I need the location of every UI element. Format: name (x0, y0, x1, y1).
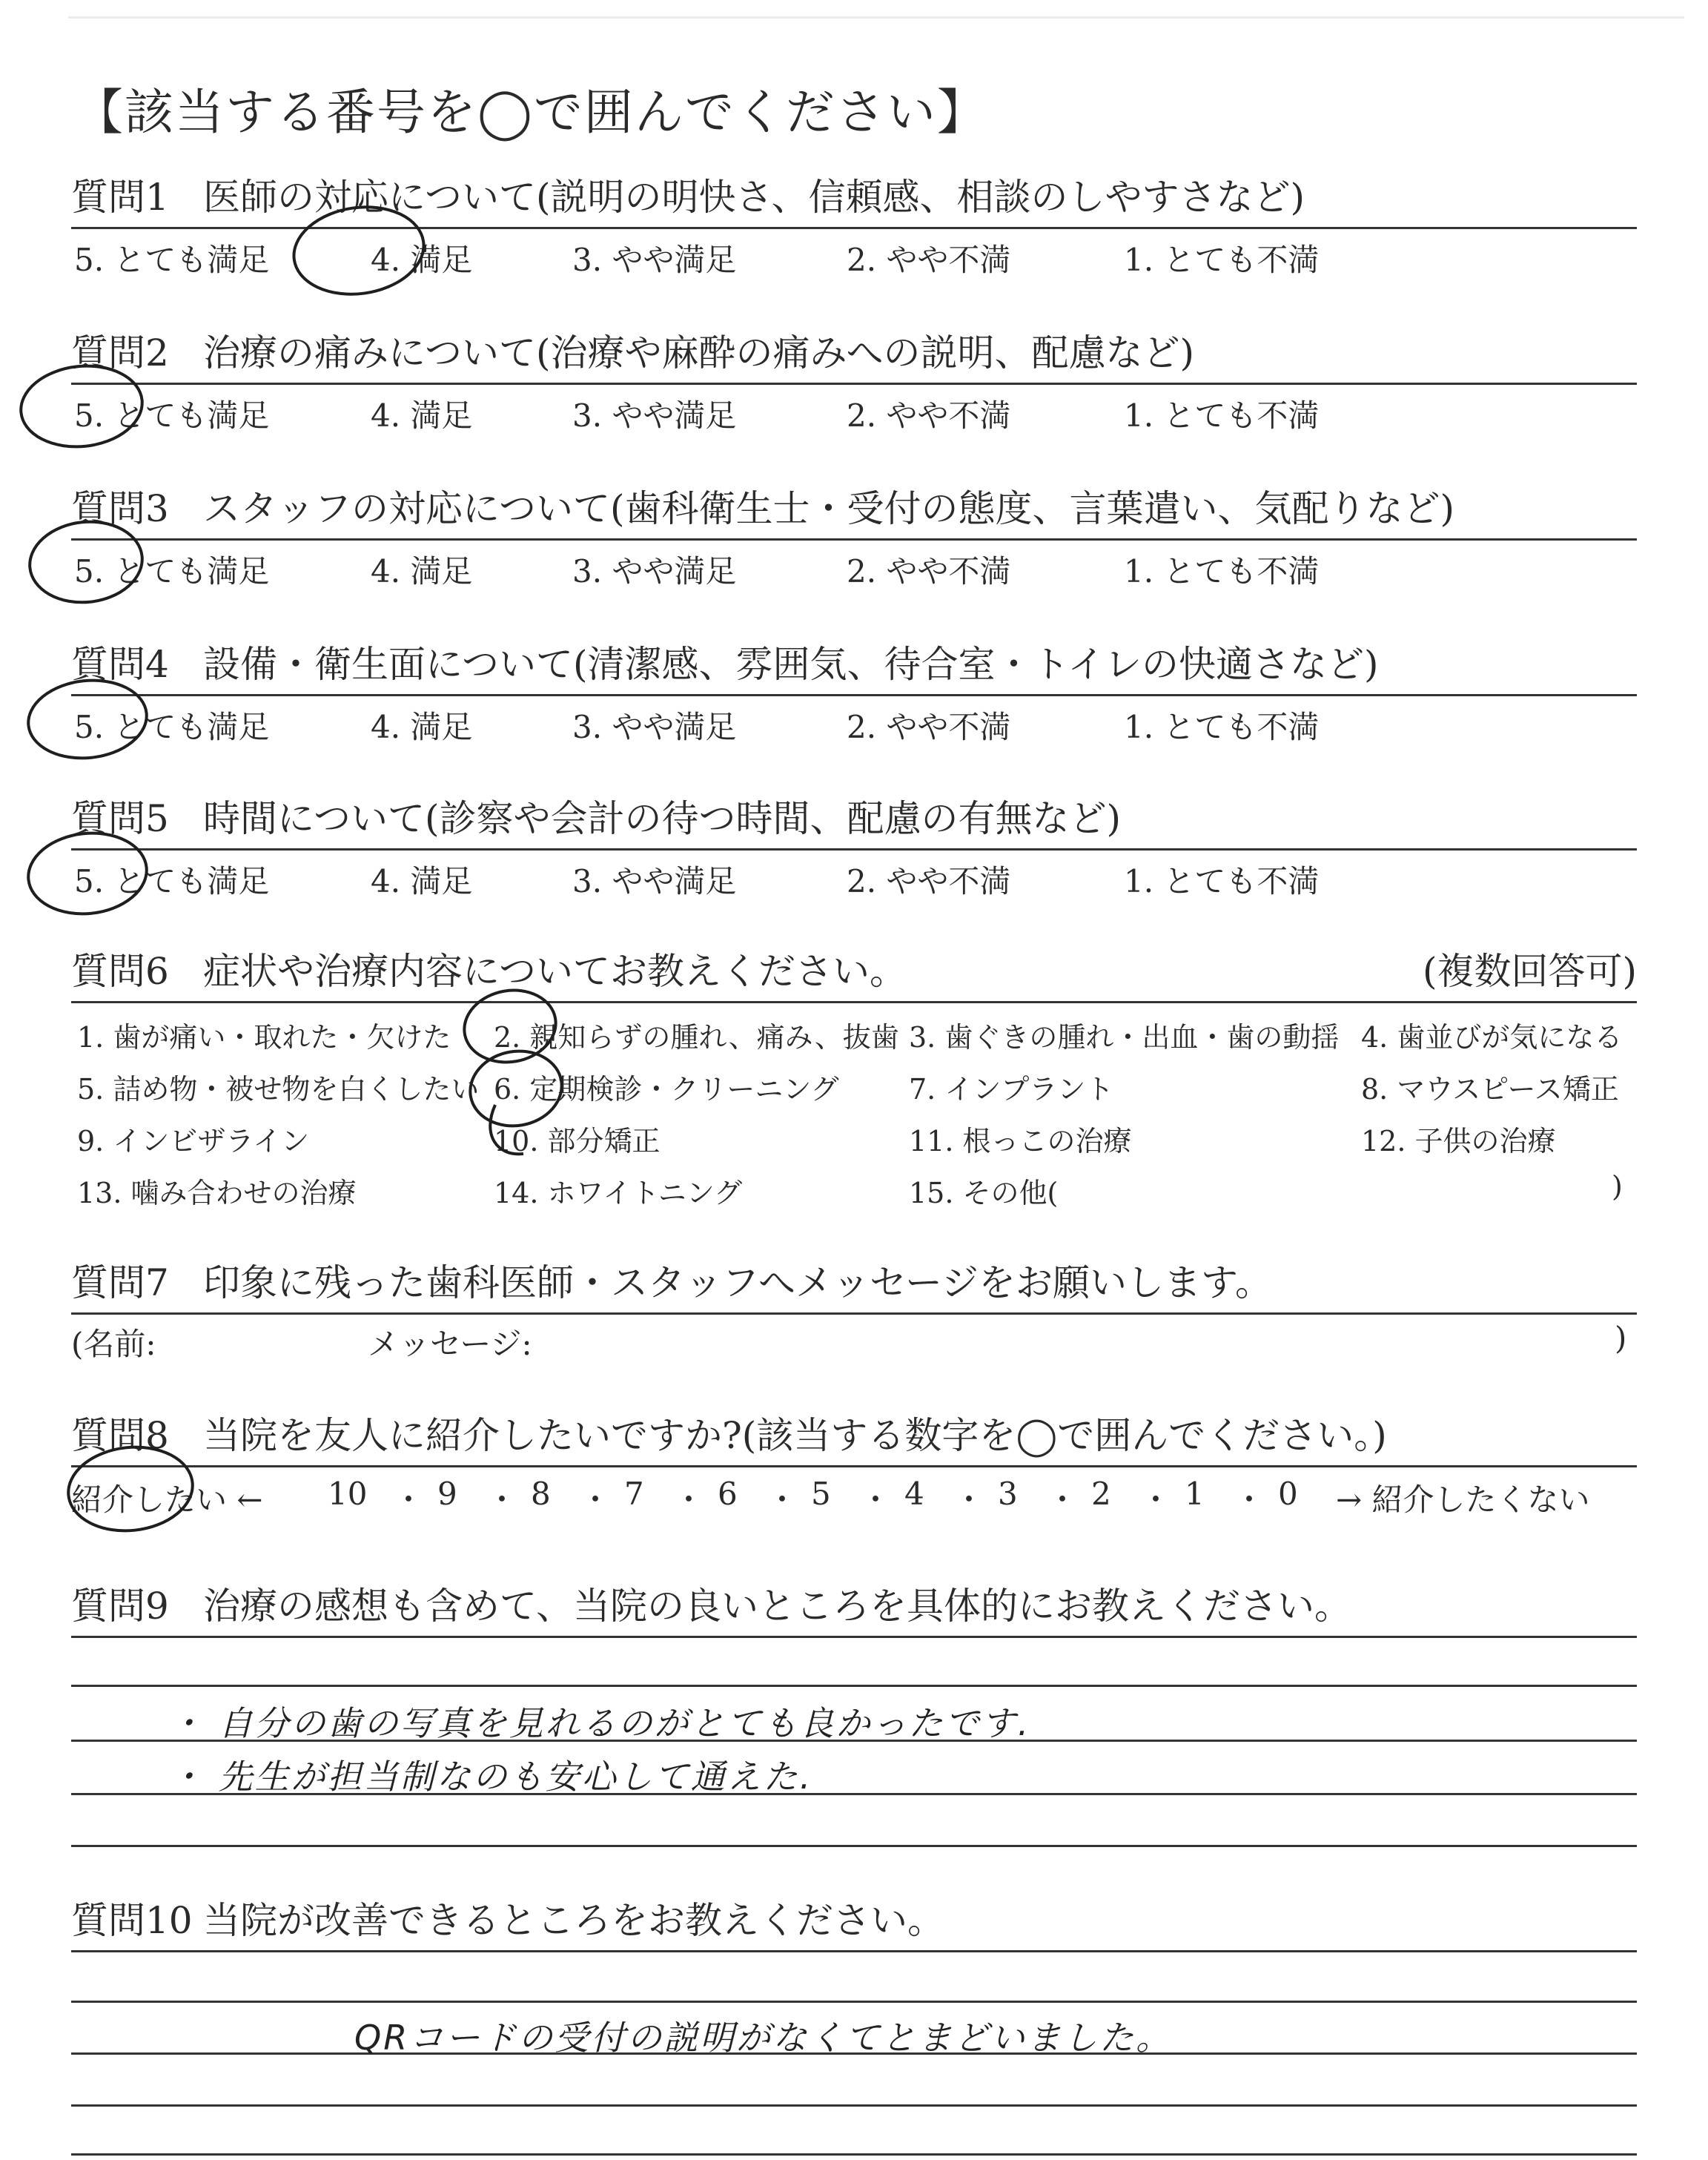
q2-option-2[interactable]: 2. やや不満 (847, 397, 1011, 434)
q3-option-5[interactable]: 5. とても満足 (74, 553, 270, 589)
message-close: ) (1615, 1320, 1627, 1356)
scale-8[interactable]: 8 (531, 1476, 551, 1512)
question-8-label: 質問8 (71, 1414, 169, 1457)
scale-10[interactable]: 10 (328, 1476, 368, 1512)
page-title: 【該当する番号を◯で囲んでください】 (74, 84, 987, 141)
q4-option-3[interactable]: 3. やや満足 (572, 709, 737, 745)
scale-0[interactable]: 0 (1278, 1476, 1298, 1512)
q4-option-4[interactable]: 4. 満足 (371, 709, 473, 745)
scale-2[interactable]: 2 (1091, 1476, 1111, 1512)
q5-option-2[interactable]: 2. やや不満 (847, 863, 1011, 899)
question-5-label: 質問5 (71, 797, 169, 840)
scale-sep: ・ (673, 1482, 705, 1518)
answer-line (71, 1685, 1637, 1687)
question-6-header (71, 942, 1637, 1003)
q3-option-3[interactable]: 3. やや満足 (572, 553, 737, 589)
scale-3[interactable]: 3 (998, 1476, 1018, 1512)
scale-sep: ・ (860, 1482, 892, 1518)
question-6-note: (複数回答可) (1422, 950, 1637, 993)
symptom-2[interactable]: 2. 親知らずの腫れ、痛み、抜歯 (494, 1021, 899, 1054)
q2-option-4[interactable]: 4. 満足 (371, 397, 473, 434)
question-4-options (71, 703, 1637, 747)
question-2-header (71, 323, 1637, 385)
q1-option-3[interactable]: 3. やや満足 (572, 242, 737, 278)
question-7-text: 印象に残った歯科医師・スタッフへメッセージをお願いします。 (203, 1261, 1272, 1304)
question-2-options (71, 392, 1637, 436)
symptom-15[interactable]: 15. その他( (909, 1177, 1059, 1209)
question-3-options (71, 547, 1637, 592)
question-7-fields (71, 1320, 1637, 1364)
question-3-label: 質問3 (71, 487, 169, 530)
q4-option-5[interactable]: 5. とても満足 (74, 709, 270, 745)
question-7-label: 質問7 (71, 1261, 169, 1304)
recommend-yes-label: 紹介したい ← (71, 1482, 263, 1518)
q3-option-2[interactable]: 2. やや不満 (847, 553, 1011, 589)
symptom-14[interactable]: 14. ホワイトニング (494, 1177, 743, 1209)
question-3-text: スタッフの対応について(歯科衛生士・受付の態度、言葉遣い、気配りなど) (203, 487, 1455, 530)
scale-4[interactable]: 4 (904, 1476, 924, 1512)
question-9-label: 質問9 (71, 1585, 169, 1628)
symptom-13[interactable]: 13. 噛み合わせの治療 (77, 1177, 357, 1209)
symptom-9[interactable]: 9. インビザライン (77, 1125, 310, 1157)
scale-sep: ・ (767, 1482, 798, 1518)
q3-option-4[interactable]: 4. 満足 (371, 553, 473, 589)
scale-6[interactable]: 6 (718, 1476, 738, 1512)
question-4-text: 設備・衛生面について(清潔感、雰囲気、待合室・トイレの快適さなど) (203, 643, 1379, 686)
scale-sep: ・ (393, 1482, 425, 1518)
answer-line (71, 2104, 1637, 2107)
symptom-12[interactable]: 12. 子供の治療 (1361, 1125, 1556, 1157)
recommend-no-label: → 紹介したくない (1336, 1482, 1590, 1518)
q10-answer: QRコードの受付の説明がなくてとまどいました。 (354, 2018, 1173, 2058)
question-10-label: 質問10 (71, 1899, 193, 1942)
question-4-label: 質問4 (71, 643, 169, 686)
question-2-text: 治療の痛みについて(治療や麻酔の痛みへの説明、配慮など) (203, 331, 1195, 374)
q2-option-1[interactable]: 1. とても不満 (1124, 397, 1320, 434)
answer-line (71, 2153, 1637, 2156)
answer-line (71, 2001, 1637, 2003)
name-label: (名前: (71, 1326, 156, 1362)
question-6-label: 質問6 (71, 950, 169, 993)
symptom-4[interactable]: 4. 歯並びが気になる (1361, 1021, 1623, 1054)
scale-9[interactable]: 9 (437, 1476, 457, 1512)
question-4-header (71, 635, 1637, 696)
top-border (68, 16, 1684, 19)
question-3-header (71, 479, 1637, 541)
q1-option-5[interactable]: 5. とても満足 (74, 242, 270, 278)
q1-option-1[interactable]: 1. とても不満 (1124, 242, 1320, 278)
symptom-15-close: ) (1612, 1170, 1623, 1203)
question-8-text: 当院を友人に紹介したいですか?(該当する数字を◯で囲んでください。) (203, 1414, 1387, 1457)
scale-1[interactable]: 1 (1185, 1476, 1205, 1512)
q1-option-4[interactable]: 4. 満足 (371, 242, 473, 278)
scale-sep: ・ (580, 1482, 612, 1518)
scale-sep: ・ (1140, 1482, 1172, 1518)
scale-7[interactable]: 7 (624, 1476, 644, 1512)
q5-option-1[interactable]: 1. とても不満 (1124, 863, 1320, 899)
symptom-3[interactable]: 3. 歯ぐきの腫れ・出血・歯の動揺 (909, 1021, 1340, 1054)
question-5-options (71, 857, 1637, 902)
question-1-label: 質問1 (71, 176, 169, 219)
q2-option-3[interactable]: 3. やや満足 (572, 397, 737, 434)
question-7-header (71, 1253, 1637, 1315)
question-1-header (71, 168, 1637, 229)
q9-answer-line-2: ・ 先生が担当制なのも安心して通えた. (169, 1757, 813, 1797)
question-1-options (71, 236, 1637, 280)
symptom-5[interactable]: 5. 詰め物・被せ物を白くしたい (77, 1073, 480, 1106)
question-1-text: 医師の対応について(説明の明快さ、信頼感、相談のしやすさなど) (203, 176, 1305, 219)
question-6-options (71, 1014, 1637, 1222)
q4-option-1[interactable]: 1. とても不満 (1124, 709, 1320, 745)
scale-sep: ・ (1047, 1482, 1079, 1518)
scale-sep: ・ (953, 1482, 985, 1518)
recommend-scale (71, 1476, 1637, 1520)
question-6-text: 症状や治療内容についてお教えください。 (203, 950, 907, 993)
message-label: メッセージ: (368, 1326, 532, 1362)
question-10-text: 当院が改善できるところをお教えください。 (203, 1899, 944, 1942)
question-9-text: 治療の感想も含めて、当院の良いところを具体的にお教えください。 (203, 1585, 1351, 1628)
scale-5[interactable]: 5 (811, 1476, 831, 1512)
symptom-11[interactable]: 11. 根っこの治療 (909, 1125, 1132, 1157)
q5-option-4[interactable]: 4. 満足 (371, 863, 473, 899)
question-10-header (71, 1891, 1637, 1952)
question-9-header (71, 1576, 1637, 1638)
q5-option-3[interactable]: 3. やや満足 (572, 863, 737, 899)
symptom-1[interactable]: 1. 歯が痛い・取れた・欠けた (77, 1021, 451, 1054)
question-2-label: 質問2 (71, 331, 169, 374)
symptom-6[interactable]: 6. 定期検診・クリーニング (494, 1073, 839, 1106)
question-5-header (71, 789, 1637, 851)
symptom-7[interactable]: 7. インプラント (909, 1073, 1114, 1106)
symptom-8[interactable]: 8. マウスピース矯正 (1361, 1073, 1619, 1106)
q2-option-5[interactable]: 5. とても満足 (74, 397, 270, 434)
q4-option-2[interactable]: 2. やや不満 (847, 709, 1011, 745)
scale-sep: ・ (486, 1482, 518, 1518)
question-5-text: 時間について(診察や会計の待つ時間、配慮の有無など) (203, 797, 1122, 840)
q9-answer-line-1: ・ 自分の歯の写真を見れるのがとても良かったです. (169, 1703, 1031, 1743)
question-8-header (71, 1406, 1637, 1467)
q3-option-1[interactable]: 1. とても不満 (1124, 553, 1320, 589)
answer-line (71, 1845, 1637, 1847)
scale-sep: ・ (1234, 1482, 1265, 1518)
q1-option-2[interactable]: 2. やや不満 (847, 242, 1011, 278)
symptom-10[interactable]: 10. 部分矯正 (494, 1125, 661, 1157)
q5-option-5[interactable]: 5. とても満足 (74, 863, 270, 899)
